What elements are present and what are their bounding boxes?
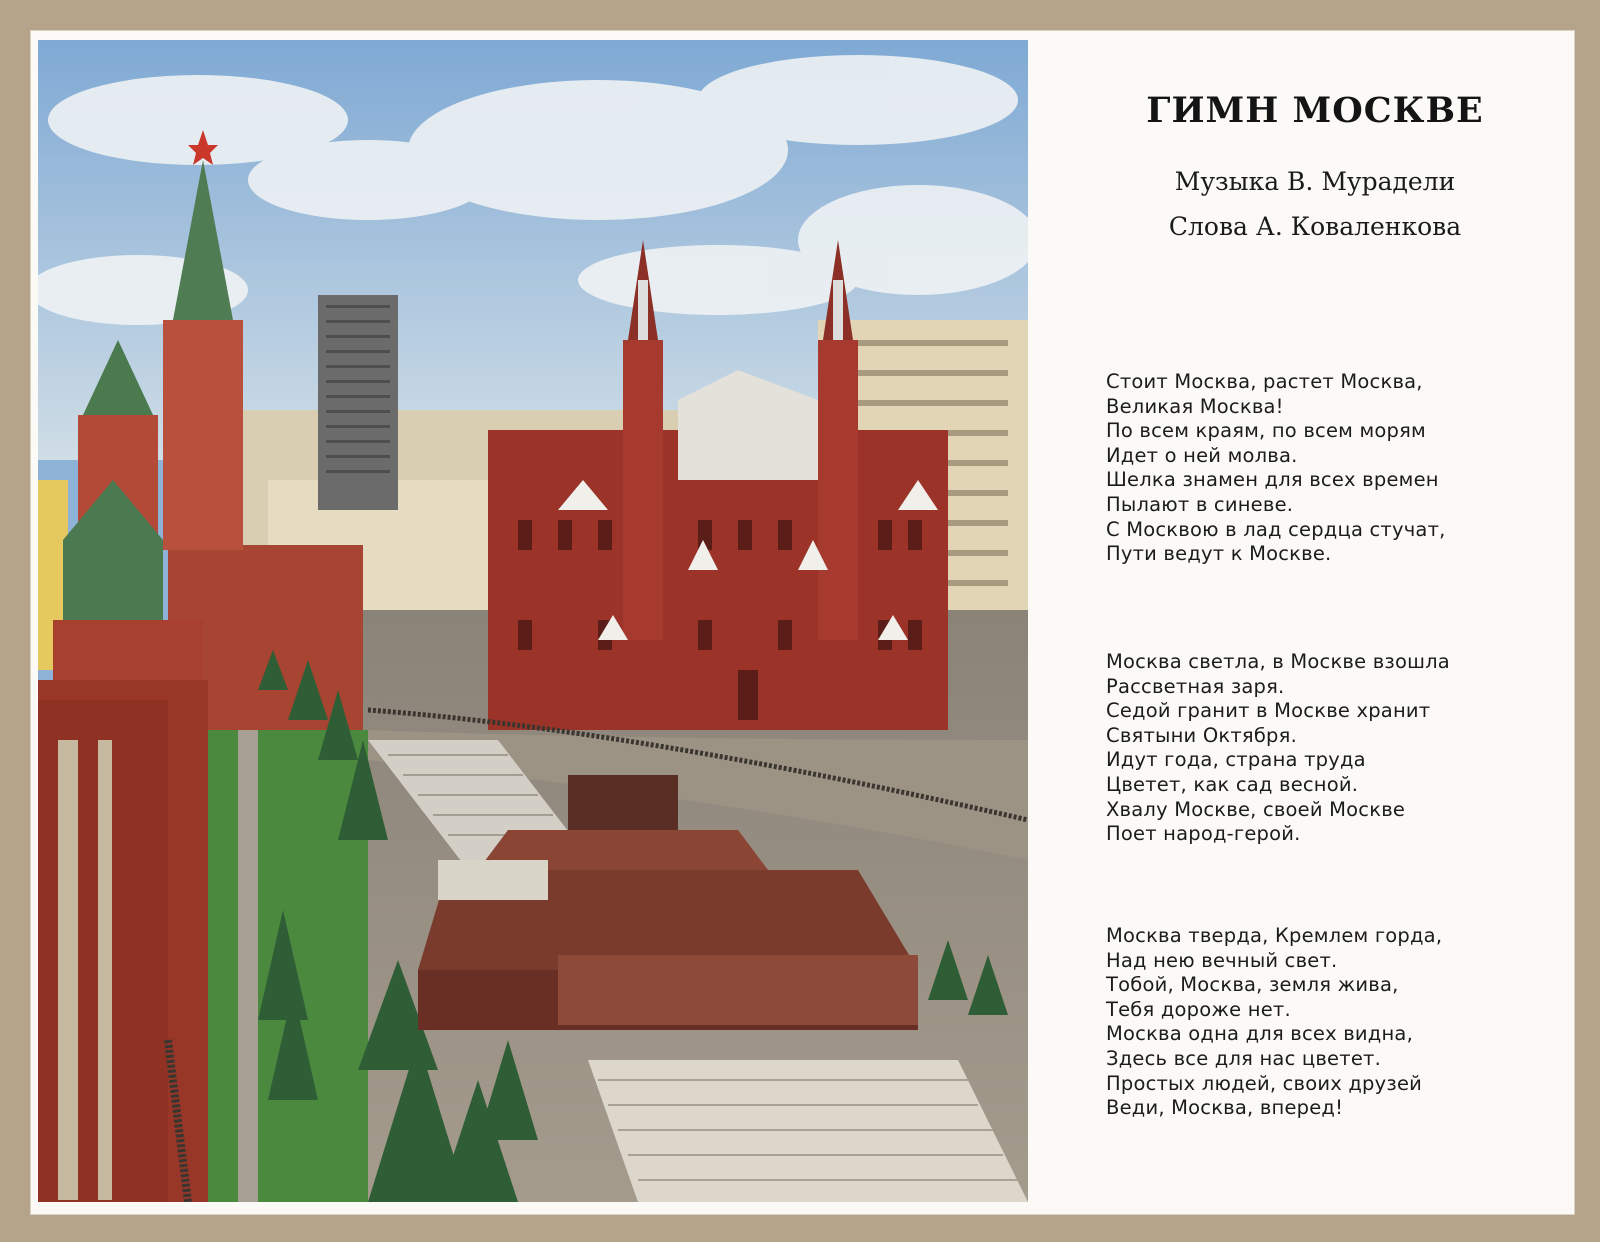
verse-2 [1106,650,1576,847]
verse-line: С Москвою в лад сердца стучат, [1106,517,1446,541]
verse-1 [1106,370,1576,567]
red-square-photo [38,40,1028,1202]
verse-line: Пути ведут к Москве. [1106,542,1332,566]
verse-line: Тебя дороже нет. [1106,997,1291,1021]
anthem-text-column [1040,30,1570,1215]
verse-line: Простых людей, своих друзей [1106,1071,1423,1095]
verse-line: Здесь все для нас цветет. [1106,1046,1381,1070]
lyrics-credit: Слова А. Коваленкова [1168,212,1462,241]
verse-line: Шелка знамен для всех времен [1106,468,1439,492]
verse-line: Пылают в синеве. [1106,492,1294,516]
anthem-title: ГИМН МОСКВЕ [1146,90,1484,131]
verse-line: Веди, Москва, вперед! [1106,1096,1344,1120]
verse-line: Цветет, как сад весной. [1106,772,1359,796]
verse-line: Москва тверда, Кремлем горда, [1106,924,1443,947]
verse-line: Хвалу Москве, своей Москве [1106,797,1406,821]
verse-line: Рассветная заря. [1106,674,1285,698]
verse-line: Поет народ-герой. [1106,822,1301,846]
verse-line: Тобой, Москва, земля жива, [1106,973,1399,997]
verse-line: Святыни Октября. [1106,723,1297,747]
verse-line: Великая Москва! [1106,394,1284,418]
verse-line: Стоит Москва, растет Москва, [1106,370,1423,393]
verse-line: Над нею вечный свет. [1106,948,1338,972]
verse-line: По всем краям, по всем морям [1106,419,1426,443]
verse-line: Москва одна для всех видна, [1106,1022,1413,1046]
verse-3 [1106,924,1576,1121]
verse-line: Москва светла, в Москве взошла [1106,650,1450,673]
music-credit: Музыка В. Мурадели [1174,167,1456,196]
postcard [30,30,1575,1215]
verse-line: Седой гранит в Москве хранит [1106,699,1431,723]
verse-line: Идет о ней молва. [1106,443,1298,467]
verse-line: Идут года, страна труда [1106,748,1366,772]
